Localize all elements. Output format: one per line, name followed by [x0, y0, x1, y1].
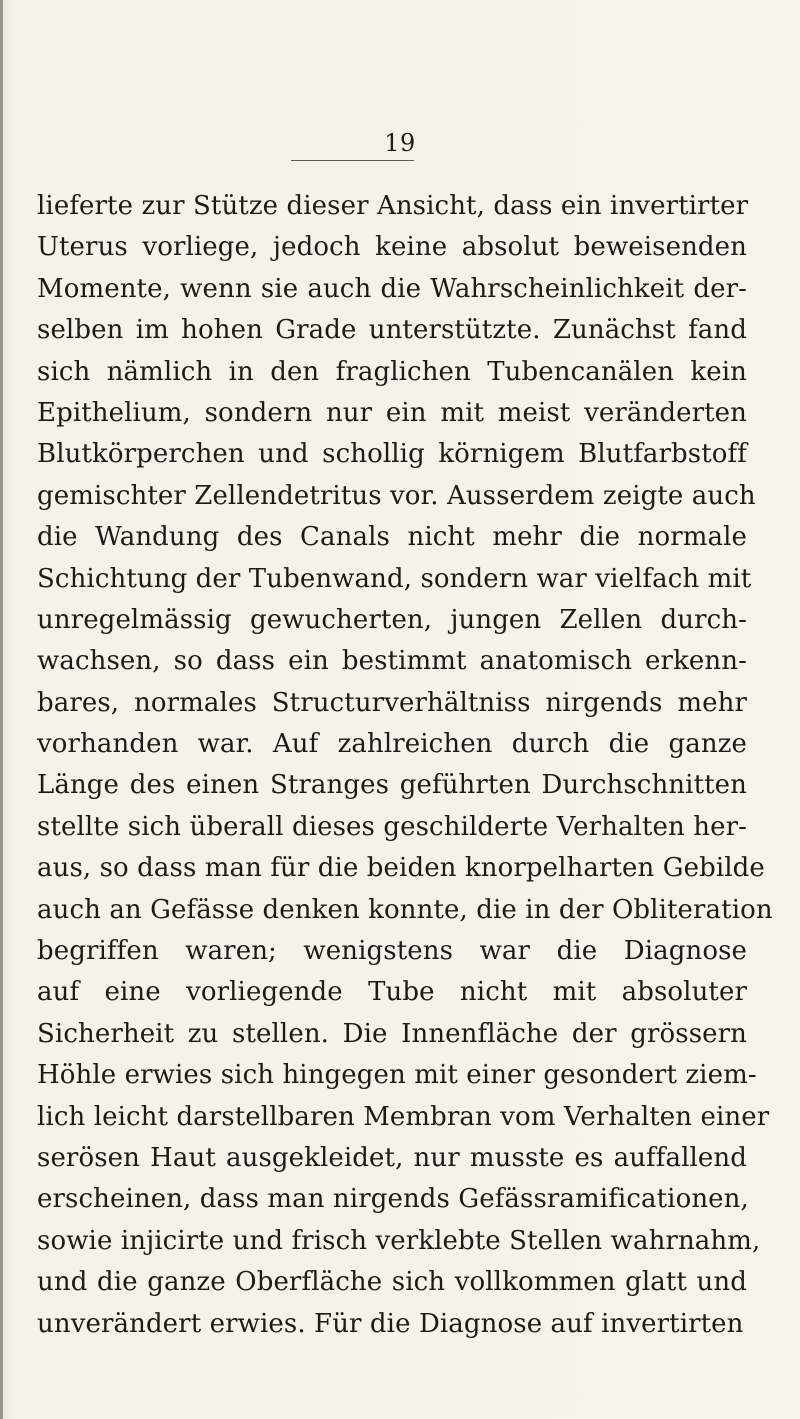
- text-line: begriffen waren; wenigstens war die Diagnose: [37, 936, 747, 967]
- text-line: unregelmässig gewucherten, jungen Zellen durch-: [37, 604, 747, 635]
- text-line: vorhanden war. Auf zahlreichen durch die ganze: [37, 729, 747, 760]
- text-line: auf eine vorliegende Tube nicht mit absoluter: [37, 977, 747, 1008]
- text-line: wachsen, so dass ein bestimmt anatomisch erkenn-: [37, 646, 747, 677]
- text-line: gemischter Zellendetritus vor. Ausserdem zeigte auch: [37, 480, 756, 511]
- text-line: erscheinen, dass man nirgends Gefässramificationen,: [37, 1184, 749, 1215]
- text-line: selben im hohen Grade unterstützte. Zunächst fand: [37, 315, 747, 346]
- text-line: unverändert erwies. Für die Diagnose auf invertirten: [37, 1308, 744, 1339]
- text-line: bares, normales Structurverhältniss nirgends mehr: [37, 687, 747, 718]
- text-line: lich leicht darstellbaren Membran vom Verhalten einer: [37, 1101, 770, 1132]
- body-text: [37, 186, 773, 1345]
- text-line: Höhle erwies sich hingegen mit einer gesondert ziem-: [37, 1060, 757, 1091]
- text-line: Epithelium, sondern nur ein mit meist veränderten: [37, 397, 747, 428]
- text-line: und die ganze Oberfläche sich vollkommen glatt und: [37, 1267, 747, 1298]
- text-line: Uterus vorliege, jedoch keine absolut beweisenden: [37, 232, 747, 263]
- page-left-edge: [0, 0, 3, 1419]
- text-line: sich nämlich in den fraglichen Tubencanälen kein: [37, 356, 747, 387]
- text-line: Schichtung der Tubenwand, sondern war vielfach mit: [37, 563, 752, 594]
- text-line: serösen Haut ausgekleidet, nur musste es auffallend: [37, 1142, 747, 1173]
- text-line: die Wandung des Canals nicht mehr die normale: [37, 522, 747, 553]
- text-line: lieferte zur Stütze dieser Ansicht, dass ein invertirter: [37, 191, 749, 221]
- text-line: Länge des einen Stranges geführten Durchschnitten: [37, 770, 747, 801]
- page-number-rule: [291, 160, 414, 161]
- text-line: sowie injicirte und frisch verklebte Stellen wahrnahm,: [37, 1225, 761, 1256]
- text-line: Blutkörperchen und schollig körnigem Blutfarbstoff: [37, 439, 747, 470]
- text-line: auch an Gefässe denken konnte, die in der Obliteration: [37, 894, 773, 925]
- text-line: Momente, wenn sie auch die Wahrscheinlichkeit der-: [37, 273, 747, 304]
- page-number: 19: [384, 129, 416, 157]
- text-line: stellte sich überall dieses geschilderte Verhalten her-: [37, 811, 747, 842]
- text-line: Sicherheit zu stellen. Die Innenfläche der grössern: [37, 1018, 747, 1049]
- text-line: aus, so dass man für die beiden knorpelharten Gebilde: [37, 853, 765, 884]
